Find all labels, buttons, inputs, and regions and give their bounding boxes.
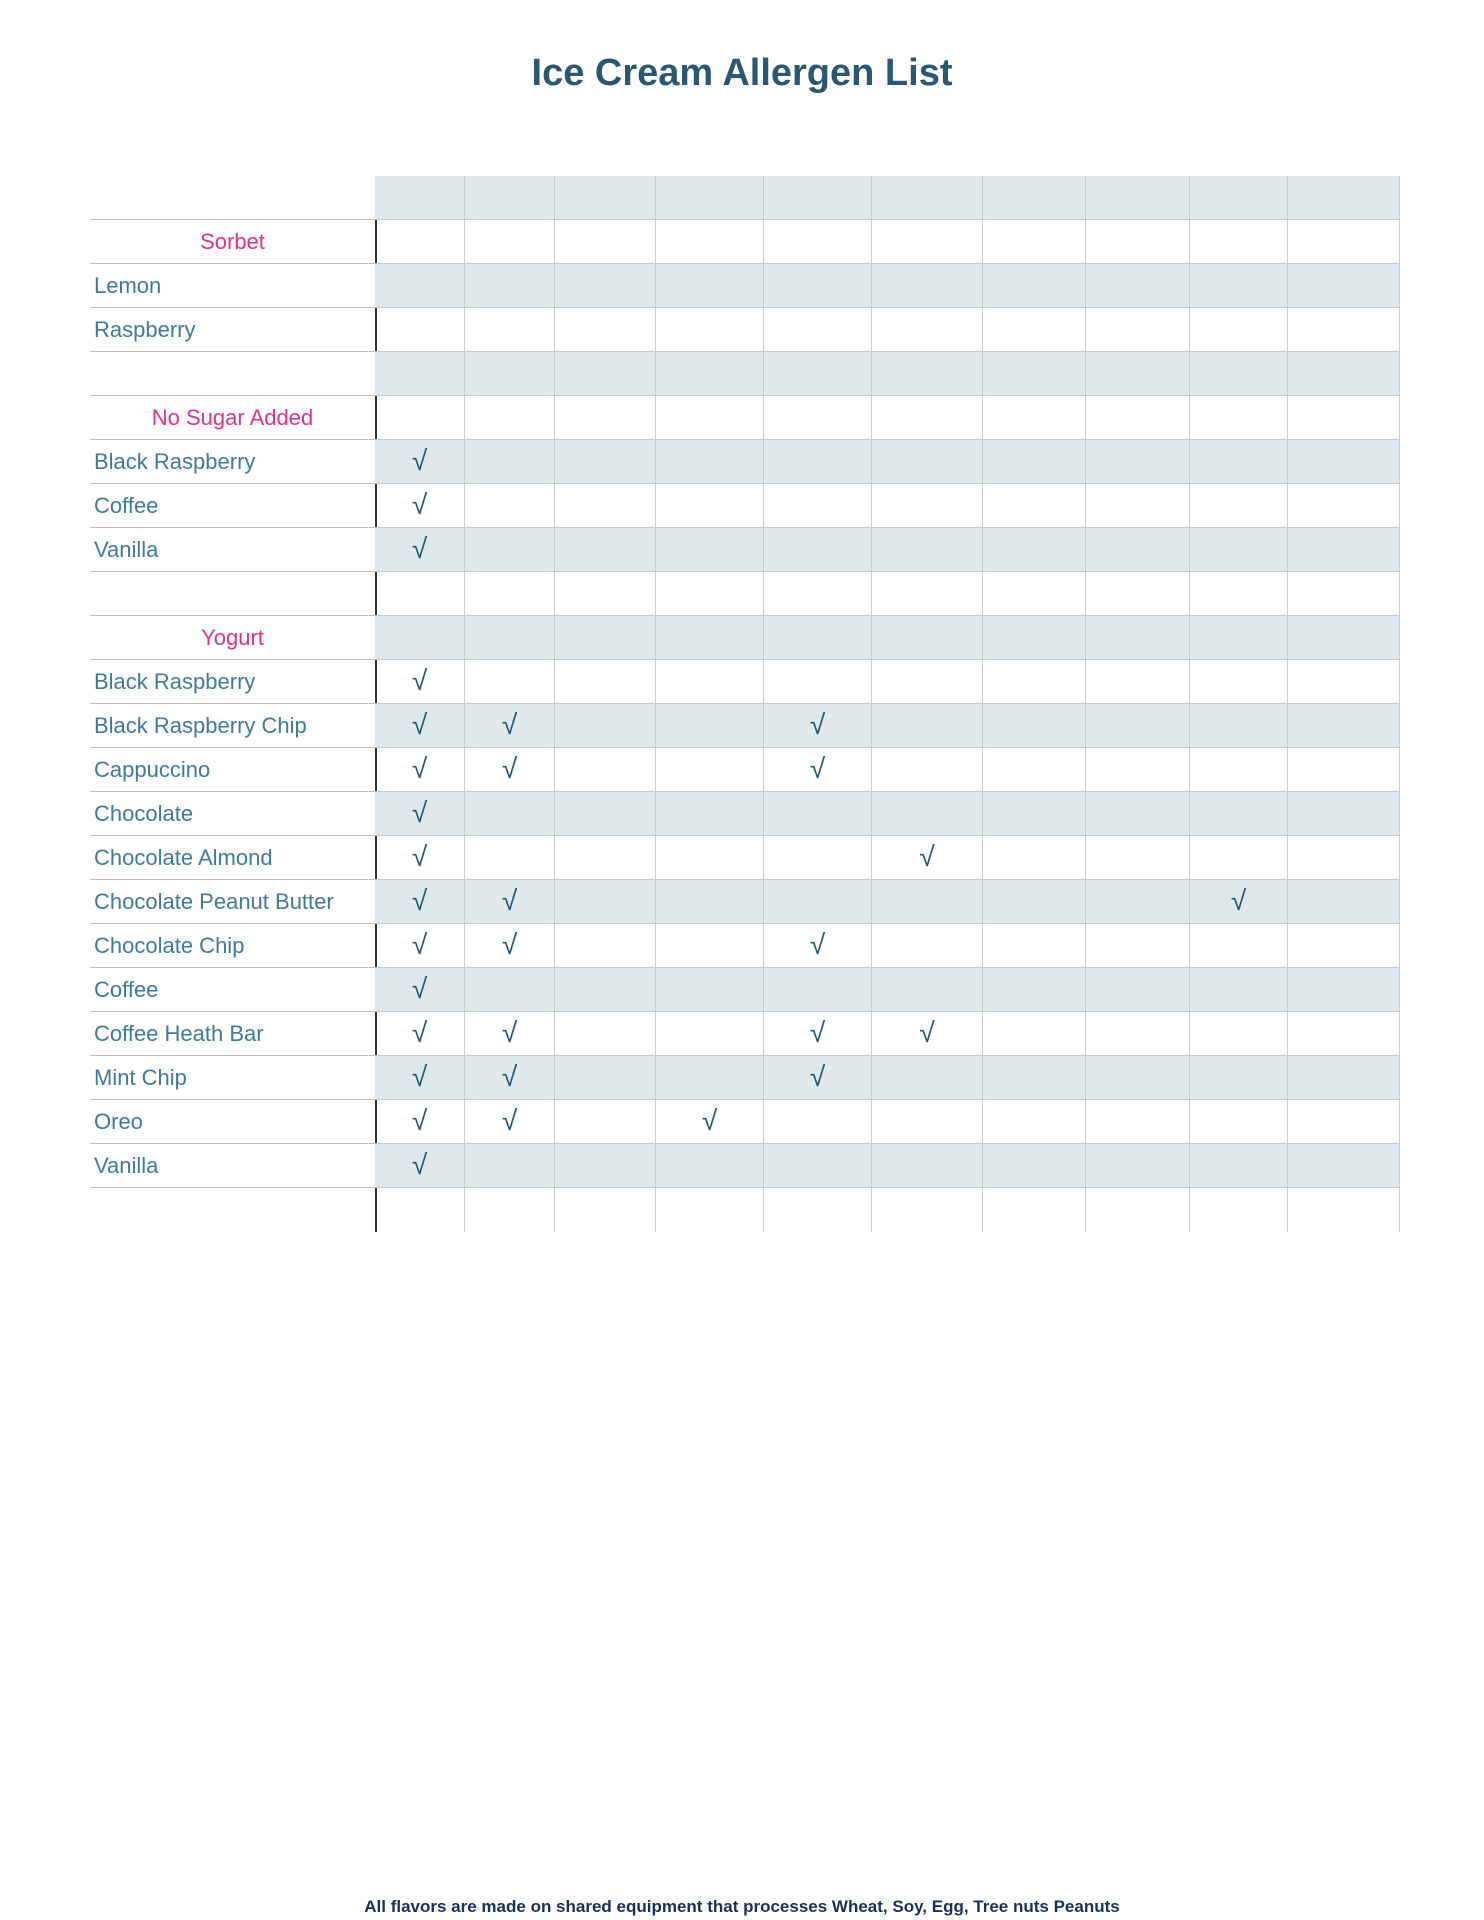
allergen-cell [983,924,1086,968]
allergen-cell [764,264,872,308]
allergen-cell [1288,176,1400,220]
allergen-cell [983,836,1086,880]
check-mark: √ [375,440,465,484]
check-mark: √ [656,1100,764,1144]
allergen-cell [1190,1012,1288,1056]
allergen-cell [465,484,555,528]
allergen-cell [983,308,1086,352]
allergen-cell [555,880,656,924]
allergen-cell [1288,1056,1400,1100]
allergen-cell [1190,1100,1288,1144]
allergen-cell [872,792,983,836]
check-mark: √ [764,1056,872,1100]
check-mark: √ [465,1056,555,1100]
allergen-cell [1288,396,1400,440]
allergen-cell [1086,1012,1190,1056]
allergen-cell [872,440,983,484]
allergen-cell [656,396,764,440]
allergen-cell [656,176,764,220]
allergen-cell [872,924,983,968]
allergen-cell [465,616,555,660]
allergen-cell [983,1100,1086,1144]
allergen-cell [872,968,983,1012]
allergen-cell [656,836,764,880]
allergen-cell [656,308,764,352]
allergen-cell [375,396,465,440]
allergen-cell [872,220,983,264]
allergen-cell [1086,396,1190,440]
flavor-name: Chocolate [90,792,375,836]
allergen-cell [555,528,656,572]
allergen-cell [1086,1188,1190,1232]
allergen-cell [764,880,872,924]
flavor-name [90,176,375,220]
allergen-cell [555,704,656,748]
allergen-cell [465,308,555,352]
allergen-cell [465,660,555,704]
allergen-cell [1190,660,1288,704]
allergen-cell [1086,748,1190,792]
allergen-cell [1288,616,1400,660]
allergen-cell [656,440,764,484]
allergen-cell [1086,616,1190,660]
check-mark: √ [465,748,555,792]
check-mark: √ [375,1144,465,1188]
allergen-cell [656,880,764,924]
allergen-cell [1288,1188,1400,1232]
allergen-cell [1086,1056,1190,1100]
check-mark: √ [764,748,872,792]
allergen-cell [1190,396,1288,440]
check-mark: √ [465,1012,555,1056]
allergen-cell [1288,968,1400,1012]
allergen-cell [872,176,983,220]
allergen-cell [1288,1144,1400,1188]
allergen-cell [1190,440,1288,484]
allergen-cell [983,616,1086,660]
flavor-name: Raspberry [90,308,375,352]
allergen-cell [1086,440,1190,484]
allergen-cell [656,1012,764,1056]
allergen-cell [872,1188,983,1232]
allergen-cell [1086,528,1190,572]
allergen-cell [555,660,656,704]
allergen-cell [983,792,1086,836]
allergen-cell [656,1056,764,1100]
allergen-cell [1190,968,1288,1012]
allergen-cell [656,352,764,396]
allergen-cell [465,396,555,440]
check-mark: √ [375,660,465,704]
allergen-cell [1086,220,1190,264]
allergen-cell [375,352,465,396]
allergen-cell [555,396,656,440]
allergen-cell [465,572,555,616]
check-mark: √ [375,704,465,748]
check-mark: √ [764,1012,872,1056]
allergen-cell [555,1012,656,1056]
flavor-name: Cappuccino [90,748,375,792]
allergen-cell [872,880,983,924]
allergen-cell [1190,308,1288,352]
allergen-cell [1190,176,1288,220]
allergen-cell [983,352,1086,396]
allergen-cell [1190,748,1288,792]
allergen-cell [656,1144,764,1188]
allergen-cell [872,484,983,528]
allergen-cell [764,528,872,572]
allergen-cell [656,528,764,572]
allergen-cell [555,1100,656,1144]
allergen-cell [1288,660,1400,704]
allergen-cell [983,396,1086,440]
flavor-name: Vanilla [90,528,375,572]
allergen-cell [1190,572,1288,616]
allergen-cell [656,220,764,264]
check-mark: √ [375,1056,465,1100]
allergen-cell [465,220,555,264]
allergen-cell [375,264,465,308]
allergen-cell [1086,308,1190,352]
allergen-cell [1086,484,1190,528]
allergen-cell [1086,352,1190,396]
allergen-cell [764,1100,872,1144]
allergen-cell [1086,968,1190,1012]
allergen-cell [656,968,764,1012]
flavor-name [90,572,375,616]
allergen-cell [465,176,555,220]
allergen-cell [465,528,555,572]
allergen-cell [656,572,764,616]
allergen-cell [375,616,465,660]
allergen-cell [1288,440,1400,484]
section-label: No Sugar Added [90,396,375,440]
allergen-cell [555,1056,656,1100]
allergen-cell [872,1144,983,1188]
check-mark: √ [375,836,465,880]
allergen-cell [1288,572,1400,616]
check-mark: √ [375,880,465,924]
allergen-cell [555,308,656,352]
flavor-name [90,1188,375,1232]
allergen-cell [555,924,656,968]
allergen-cell [656,792,764,836]
allergen-cell [764,660,872,704]
allergen-cell [1190,836,1288,880]
allergen-cell [375,1188,465,1232]
check-mark: √ [375,748,465,792]
allergen-cell [555,220,656,264]
flavor-name: Chocolate Chip [90,924,375,968]
allergen-cell [465,1144,555,1188]
allergen-cell [656,616,764,660]
allergen-cell [555,572,656,616]
allergen-cell [1086,704,1190,748]
flavor-name: Black Raspberry [90,660,375,704]
allergen-cell [764,792,872,836]
allergen-cell [1086,924,1190,968]
allergen-cell [1190,264,1288,308]
allergen-cell [983,484,1086,528]
allergen-cell [1086,572,1190,616]
allergen-cell [1190,220,1288,264]
allergen-cell [764,968,872,1012]
allergen-cell [983,176,1086,220]
allergen-cell [983,880,1086,924]
allergen-cell [1288,792,1400,836]
allergen-cell [872,660,983,704]
allergen-cell [764,1144,872,1188]
check-mark: √ [872,836,983,880]
allergen-cell [1086,792,1190,836]
allergen-cell [555,1144,656,1188]
check-mark: √ [375,968,465,1012]
check-mark: √ [375,1100,465,1144]
allergen-cell [1288,1100,1400,1144]
allergen-cell [375,220,465,264]
check-mark: √ [375,528,465,572]
allergen-cell [1190,1056,1288,1100]
allergen-cell [1190,352,1288,396]
allergen-cell [555,264,656,308]
allergen-cell [465,836,555,880]
allergen-cell [872,572,983,616]
flavor-name: Oreo [90,1100,375,1144]
check-mark: √ [375,924,465,968]
allergen-cell [872,1100,983,1144]
flavor-name: Chocolate Almond [90,836,375,880]
check-mark: √ [375,484,465,528]
allergen-cell [1288,748,1400,792]
allergen-cell [375,572,465,616]
allergen-cell [983,1144,1086,1188]
allergen-cell [872,704,983,748]
allergen-cell [1288,264,1400,308]
allergen-cell [983,220,1086,264]
allergen-cell [983,528,1086,572]
allergen-cell [465,352,555,396]
allergen-cell [465,968,555,1012]
allergen-cell [983,1188,1086,1232]
check-mark: √ [1190,880,1288,924]
flavor-name: Chocolate Peanut Butter [90,880,375,924]
section-label: Sorbet [90,220,375,264]
section-label: Yogurt [90,616,375,660]
allergen-cell [1288,704,1400,748]
allergen-cell [1288,528,1400,572]
allergen-cell [555,176,656,220]
check-mark: √ [465,704,555,748]
allergen-cell [1086,660,1190,704]
flavor-name: Black Raspberry Chip [90,704,375,748]
allergen-cell [375,176,465,220]
allergen-cell [555,440,656,484]
flavor-name: Black Raspberry [90,440,375,484]
allergen-cell [983,440,1086,484]
flavor-name: Mint Chip [90,1056,375,1100]
allergen-cell [1190,616,1288,660]
allergen-cell [872,352,983,396]
allergen-cell [1288,836,1400,880]
allergen-cell [1190,1144,1288,1188]
allergen-cell [764,396,872,440]
allergen-cell [1086,836,1190,880]
allergen-cell [872,308,983,352]
allergen-cell [465,792,555,836]
allergen-cell [1288,484,1400,528]
flavor-name [90,352,375,396]
allergen-cell [656,924,764,968]
allergen-cell [1190,1188,1288,1232]
check-mark: √ [465,880,555,924]
allergen-cell [983,968,1086,1012]
flavor-name: Coffee [90,968,375,1012]
allergen-cell [555,968,656,1012]
allergen-cell [983,660,1086,704]
allergen-cell [1288,308,1400,352]
allergen-cell [465,264,555,308]
allergen-cell [1086,1144,1190,1188]
allergen-cell [764,616,872,660]
allergen-cell [656,704,764,748]
allergen-cell [555,352,656,396]
allergen-cell [555,484,656,528]
flavor-name: Vanilla [90,1144,375,1188]
allergen-cell [983,704,1086,748]
check-mark: √ [872,1012,983,1056]
allergen-cell [1190,484,1288,528]
check-mark: √ [764,924,872,968]
check-mark: √ [465,924,555,968]
allergen-cell [872,1056,983,1100]
allergen-cell [983,572,1086,616]
allergen-cell [1190,528,1288,572]
check-mark: √ [375,792,465,836]
check-mark: √ [764,704,872,748]
allergen-cell [764,572,872,616]
allergen-cell [764,836,872,880]
allergen-cell [555,616,656,660]
allergen-cell [1086,1100,1190,1144]
allergen-cell [872,528,983,572]
allergen-cell [983,1056,1086,1100]
allergen-cell [983,264,1086,308]
allergen-cell [1190,792,1288,836]
allergen-cell [555,748,656,792]
allergen-cell [1288,1012,1400,1056]
allergen-cell [764,352,872,396]
allergen-cell [983,748,1086,792]
allergen-cell [555,792,656,836]
allergen-cell [764,220,872,264]
allergen-cell [764,1188,872,1232]
allergen-cell [656,1188,764,1232]
flavor-name: Coffee [90,484,375,528]
allergen-cell [555,836,656,880]
allergen-cell [1288,880,1400,924]
allergen-cell [764,484,872,528]
allergen-cell [656,748,764,792]
allergen-cell [872,616,983,660]
check-mark: √ [465,1100,555,1144]
allergen-cell [1086,264,1190,308]
page-title: Ice Cream Allergen List [531,52,953,94]
allergen-cell [465,1188,555,1232]
allergen-cell [764,440,872,484]
flavor-name: Coffee Heath Bar [90,1012,375,1056]
allergen-cell [555,1188,656,1232]
footnote: All flavors are made on shared equipment that processes Wheat, Soy, Egg, Tree nuts Peanuts [364,1897,1120,1916]
allergen-cell [1190,924,1288,968]
allergen-cell [764,176,872,220]
allergen-cell [1288,220,1400,264]
allergen-cell [1190,704,1288,748]
allergen-cell [1086,176,1190,220]
allergen-cell [656,660,764,704]
allergen-cell [465,440,555,484]
allergen-cell [872,396,983,440]
allergen-cell [872,748,983,792]
allergen-cell [1288,924,1400,968]
check-mark: √ [375,1012,465,1056]
allergen-cell [764,308,872,352]
allergen-cell [1086,880,1190,924]
allergen-cell [656,484,764,528]
flavor-name: Lemon [90,264,375,308]
allergen-cell [872,264,983,308]
allergen-cell [1288,352,1400,396]
allergen-cell [656,264,764,308]
allergen-cell [983,1012,1086,1056]
allergen-cell [375,308,465,352]
